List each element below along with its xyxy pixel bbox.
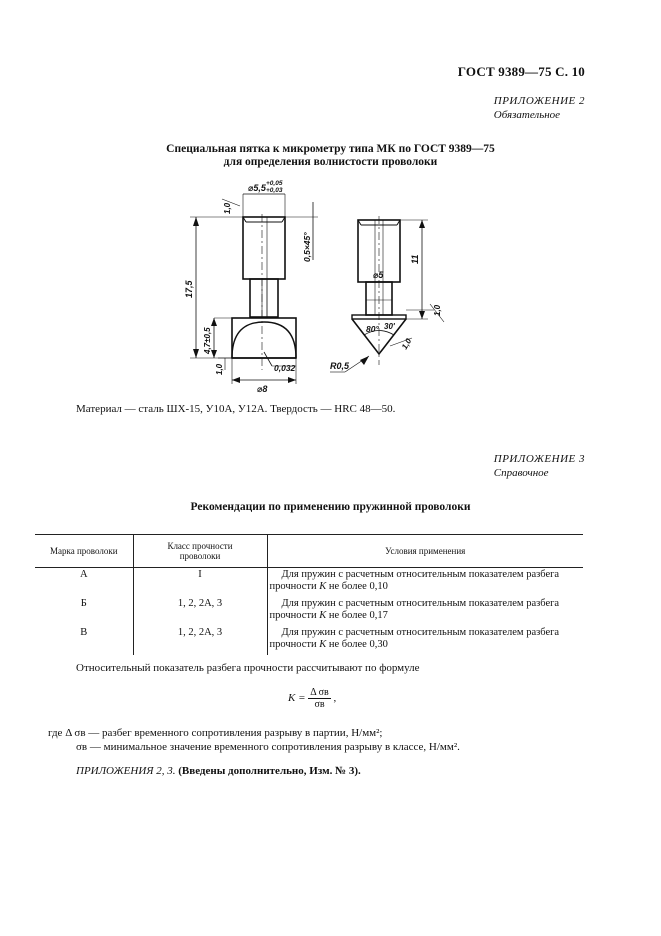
dim-d55: ⌀5,5 bbox=[248, 183, 266, 193]
dim-angle-main: 80° bbox=[366, 324, 379, 334]
appendix-2-label bbox=[494, 94, 585, 122]
page-header: ГОСТ 9389—75 С. 10 bbox=[457, 64, 585, 79]
col-header-conditions: Условия применения bbox=[267, 535, 583, 568]
cond-limit: не более 0,30 bbox=[326, 639, 388, 650]
cell-class: 1, 2, 2А, 3 bbox=[133, 597, 267, 626]
cond-line-2 bbox=[270, 581, 582, 593]
dim-right-chamfer: 1,0 bbox=[433, 304, 442, 316]
cell-grade: А bbox=[79, 569, 88, 580]
footnote-note: (Введены дополнительно, Изм. № 3). bbox=[175, 765, 361, 777]
footnote bbox=[76, 764, 361, 778]
appendix-3-title: ПРИЛОЖЕНИЕ 3 bbox=[493, 453, 585, 465]
dim-radius: R0,5 bbox=[330, 361, 350, 371]
where-line-1: где Δ σв — разбег временного сопротивления разрыву в партии, Н/мм²; bbox=[48, 727, 383, 739]
appendix-2-status: Обязательное bbox=[493, 109, 561, 121]
cond-symbol: K bbox=[319, 610, 327, 621]
formula bbox=[288, 687, 336, 710]
table-row bbox=[35, 626, 583, 655]
heading-line-1: Специальная пятка к микрометру типа МК по ГОСТ 9389—75 bbox=[166, 143, 495, 155]
dim-d5: ⌀5 bbox=[373, 270, 384, 280]
cell-grade: В bbox=[80, 627, 88, 638]
cond-text: прочности bbox=[269, 639, 320, 650]
cond-symbol: K bbox=[319, 581, 327, 592]
dim-flatness: 0,032 bbox=[274, 363, 296, 373]
cell-class: 1, 2, 2А, 3 bbox=[133, 626, 267, 655]
appendix-3-status: Справочное bbox=[493, 467, 549, 479]
appendix-3-heading: Рекомендации по применению пружинной проволоки bbox=[190, 501, 471, 513]
col-header-grade: Марка проволоки bbox=[35, 535, 133, 568]
table-header-row bbox=[35, 535, 583, 568]
cond-line-1: Для пружин с расчетным относительным показателем разбега bbox=[281, 598, 560, 609]
dim-shoulder: 4,7±0,5 bbox=[203, 327, 212, 354]
cond-line-1: Для пружин с расчетным относительным показателем разбега bbox=[281, 627, 560, 638]
cond-limit: не более 0,10 bbox=[326, 581, 388, 592]
tol-d55-lower: +0,03 bbox=[266, 187, 283, 194]
dim-bottom-chamfer: 1,0 bbox=[215, 363, 224, 375]
heading-line-2: для определения волнистости проволоки bbox=[223, 156, 438, 168]
formula-intro: Относительный показатель разбега прочности рассчитывают по формуле bbox=[76, 662, 420, 674]
dim-tip-chamfer: 1,0 bbox=[399, 336, 414, 351]
cond-line-2 bbox=[270, 639, 582, 651]
upper-cylinder bbox=[243, 217, 285, 279]
dim-d8: ⌀8 bbox=[257, 384, 268, 394]
formula-numerator: Δ σв bbox=[310, 687, 329, 698]
where-line-2: σв — минимальное значение временного сопротивления разрыву в классе, Н/мм². bbox=[76, 741, 460, 753]
formula-tail: , bbox=[333, 692, 337, 705]
appendix-3-label bbox=[494, 452, 585, 480]
col-header-class bbox=[133, 535, 267, 568]
cond-text: прочности bbox=[269, 610, 320, 621]
cond-symbol: K bbox=[319, 639, 327, 650]
cell-conditions bbox=[267, 568, 583, 598]
formula-fraction bbox=[308, 687, 331, 710]
appendix-2-heading bbox=[0, 143, 661, 169]
cell-conditions bbox=[267, 597, 583, 626]
col-header-class-line-1: Класс прочности bbox=[167, 541, 233, 551]
technical-drawing bbox=[0, 170, 661, 400]
dim-chamfer-top: 1,0 bbox=[223, 202, 232, 214]
cond-text: прочности bbox=[269, 581, 320, 592]
table-row bbox=[35, 597, 583, 626]
formula-denominator: σв bbox=[314, 699, 325, 710]
appendix-2-title: ПРИЛОЖЕНИЕ 2 bbox=[493, 95, 585, 107]
dim-length: 17,5 bbox=[184, 280, 194, 298]
material-note: Материал — сталь ШХ-15, У10А, У12А. Твердость — HRC 48—50. bbox=[76, 403, 396, 415]
dim-angle-tol: 30' bbox=[384, 322, 395, 331]
cell-conditions bbox=[267, 626, 583, 655]
footnote-ref: ПРИЛОЖЕНИЯ 2, 3. bbox=[76, 765, 176, 777]
table-row bbox=[35, 568, 583, 598]
cell-grade: Б bbox=[80, 598, 87, 609]
col-header-class-line-2: проволоки bbox=[179, 551, 221, 561]
dim-chamfer: 0,5×45° bbox=[302, 232, 312, 262]
cond-line-2 bbox=[270, 610, 582, 622]
dim-11: 11 bbox=[410, 254, 420, 264]
tol-d55-upper: +0,05 bbox=[266, 180, 283, 187]
cond-line-1: Для пружин с расчетным относительным показателем разбега bbox=[281, 569, 560, 580]
recommendation-table bbox=[35, 534, 583, 655]
cond-limit: не более 0,17 bbox=[326, 610, 388, 621]
cell-class: I bbox=[133, 568, 267, 598]
formula-lhs: K = bbox=[288, 692, 306, 705]
